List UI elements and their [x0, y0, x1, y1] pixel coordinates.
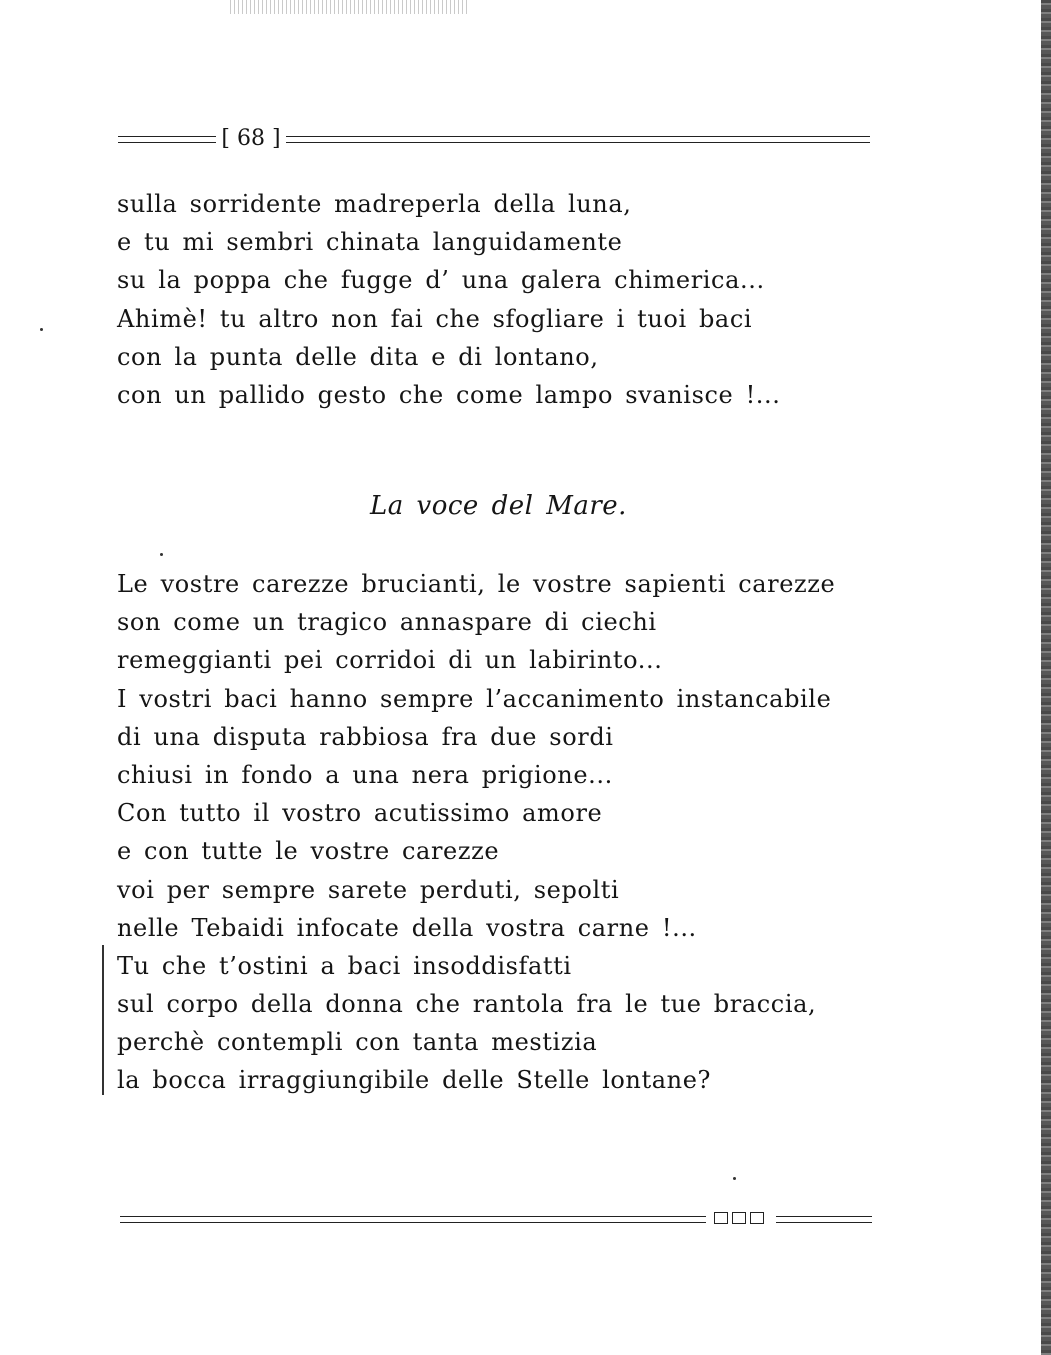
page-number: [ 68 ] — [221, 126, 281, 151]
verse-line: I vostri baci hanno sempre l’accanimento instancabile — [117, 684, 832, 713]
verse-line: nelle Tebaidi infocate della vostra carne !... — [117, 913, 697, 942]
page-footer — [120, 1210, 872, 1232]
verse-line: Le vostre carezze brucianti, le vostre sapienti carezze — [117, 570, 836, 598]
verse-line: con la punta delle dita e di lontano, — [117, 342, 599, 371]
ink-speck — [733, 1177, 736, 1180]
ornament-box — [714, 1212, 728, 1224]
verse-line: son come un tragico annaspare di ciechi — [117, 608, 657, 637]
verse-line: chiusi in fondo a una nera prigione... — [117, 760, 613, 789]
verse-line: la bocca irraggiungibile delle Stelle lontane? — [117, 1066, 711, 1095]
verse-line: sul corpo della donna che rantola fra le tue braccia, — [117, 990, 817, 1019]
footer-rule-left — [120, 1216, 706, 1223]
poem-body — [117, 565, 835, 1100]
verse-line: Tu che t’ostini a baci insoddisfatti — [117, 951, 572, 980]
scan-noise-top — [230, 0, 470, 14]
verse-line: e tu mi sembri chinata languidamente — [117, 228, 623, 257]
verse-line: voi per sempre sarete perduti, sepolti — [117, 875, 620, 904]
verse-line: con un pallido gesto che come lampo svanisce !... — [117, 380, 781, 409]
header-rule-left — [118, 136, 216, 143]
verse-line: Ahimè! tu altro non fai che sfogliare i tuoi baci — [117, 304, 753, 333]
margin-mark — [102, 945, 104, 1095]
three-box-ornament-icon — [714, 1212, 764, 1224]
poem-title: La voce del Mare. — [370, 491, 627, 521]
page-edge-right — [1041, 0, 1051, 1355]
verse-line: su la poppa che fugge d’ una galera chimerica... — [117, 266, 765, 295]
stanza-continuation — [117, 185, 781, 414]
verse-line: e con tutte le vostre carezze — [117, 837, 500, 866]
verse-line: di una disputa rabbiosa fra due sordi — [117, 722, 614, 751]
page-header — [118, 124, 870, 154]
ornament-box — [732, 1212, 746, 1224]
verse-line: Con tutto il vostro acutissimo amore — [117, 799, 603, 828]
ornament-box — [750, 1212, 764, 1224]
ink-speck — [40, 328, 43, 331]
verse-line: sulla sorridente madreperla della luna, — [117, 190, 632, 218]
header-rule-right — [286, 136, 870, 143]
ink-speck — [160, 553, 163, 556]
verse-line: perchè contempli con tanta mestizia — [117, 1028, 598, 1057]
verse-line: remeggianti pei corridoi di un labirinto... — [117, 646, 663, 675]
footer-rule-right — [776, 1216, 872, 1223]
scan-noise-left — [0, 20, 46, 1340]
